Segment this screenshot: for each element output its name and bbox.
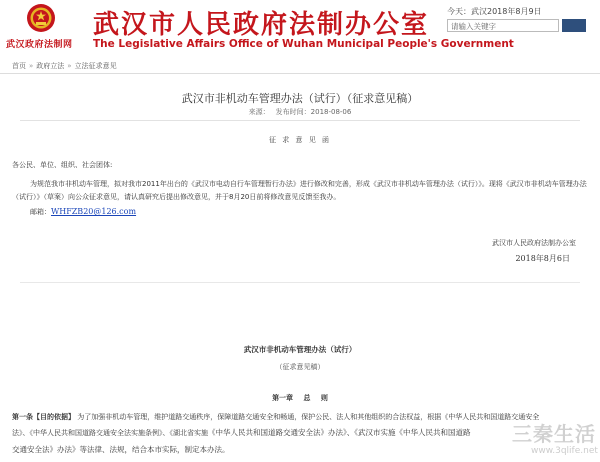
- article-1-line: [12, 426, 587, 440]
- email-label: 邮箱：: [30, 208, 51, 216]
- breadcrumb-home[interactable]: 首页: [12, 62, 26, 70]
- watermark: 三秦生活: [512, 422, 596, 446]
- article-1-text: 为了加强非机动车管理，维护道路交通秩序，保障道路交通安全和畅通，保护公民、法人和其他组织的合法权益，根据《中华人民共和国道路交通安全: [77, 413, 540, 421]
- letter-paragraph: 为规范我市非机动车管理，拟对我市2011年出台的《武汉市电动自行车管理暂行办法》进行修改和完善，形成《武汉市非机动车管理办法（试行）》。现将《武汉市非机动车管理办法（试行）》（草案）向公众征求意见，请认真研究后提出修改意见，并于8月20日前将修改意见反馈至我办。: [12, 180, 587, 201]
- email-link[interactable]: WHFZB20@126.com: [51, 207, 137, 216]
- article-1-text: 法》、《中华人民共和国道路交通安全法实施条例》、《湖北省实施: [12, 429, 208, 437]
- article-1-line: [12, 410, 587, 424]
- article-meta: [0, 107, 600, 117]
- divider: [20, 282, 580, 283]
- watermark-url: www.3qlife.net: [531, 446, 598, 456]
- salutation: 各公民、单位、组织、社会团体:: [12, 161, 113, 169]
- breadcrumb: [0, 60, 600, 74]
- meta-publish-date: 发布时间：2018-08-06: [275, 108, 352, 116]
- divider: [20, 120, 580, 121]
- signature: 武汉市人民政府法制办公室: [492, 239, 576, 247]
- article-1-label: 第一条【目的依据】: [12, 413, 75, 421]
- meta-source-label: 来源：: [248, 108, 270, 116]
- search-input[interactable]: 请输入关键字: [447, 19, 559, 32]
- site-title-cn: 武汉市人民政府法制办公室: [93, 10, 430, 40]
- breadcrumb-separator: »: [67, 62, 72, 70]
- current-date: 今天：武汉2018年8月9日: [447, 7, 542, 16]
- national-emblem-icon: [26, 3, 56, 33]
- site-title-en: The Legislative Affairs Office of Wuhan Municipal People's Government: [93, 38, 514, 50]
- site-header: [0, 0, 600, 58]
- site-name: 武汉政府法制网: [6, 40, 73, 50]
- sign-date: 2018年8月6日: [515, 254, 570, 263]
- article-1-text: 《中华人民共和国道路交通安全法》办法》、《武汉市实施《中华人民共和国道路: [208, 428, 471, 437]
- article-1-text: 交通安全法》办法》等法律、法规，结合本市实际，制定本办法。: [12, 445, 230, 454]
- chapter-heading: 第一章 总 则: [272, 394, 328, 402]
- letter-subtitle: 征 求 意 见 函: [269, 136, 331, 144]
- page-title: 武汉市非机动车管理办法（试行）（征求意见稿）: [181, 92, 419, 105]
- breadcrumb-separator: »: [29, 62, 34, 70]
- search-button[interactable]: [562, 19, 586, 32]
- breadcrumb-legislation-consultation[interactable]: 立法征求意见: [74, 62, 117, 70]
- law-subtitle: （征求意见稿）: [275, 363, 325, 371]
- breadcrumb-government-legislation[interactable]: 政府立法: [36, 62, 65, 70]
- law-title: 武汉市非机动车管理办法（试行）: [243, 345, 357, 354]
- email-line: [30, 207, 136, 217]
